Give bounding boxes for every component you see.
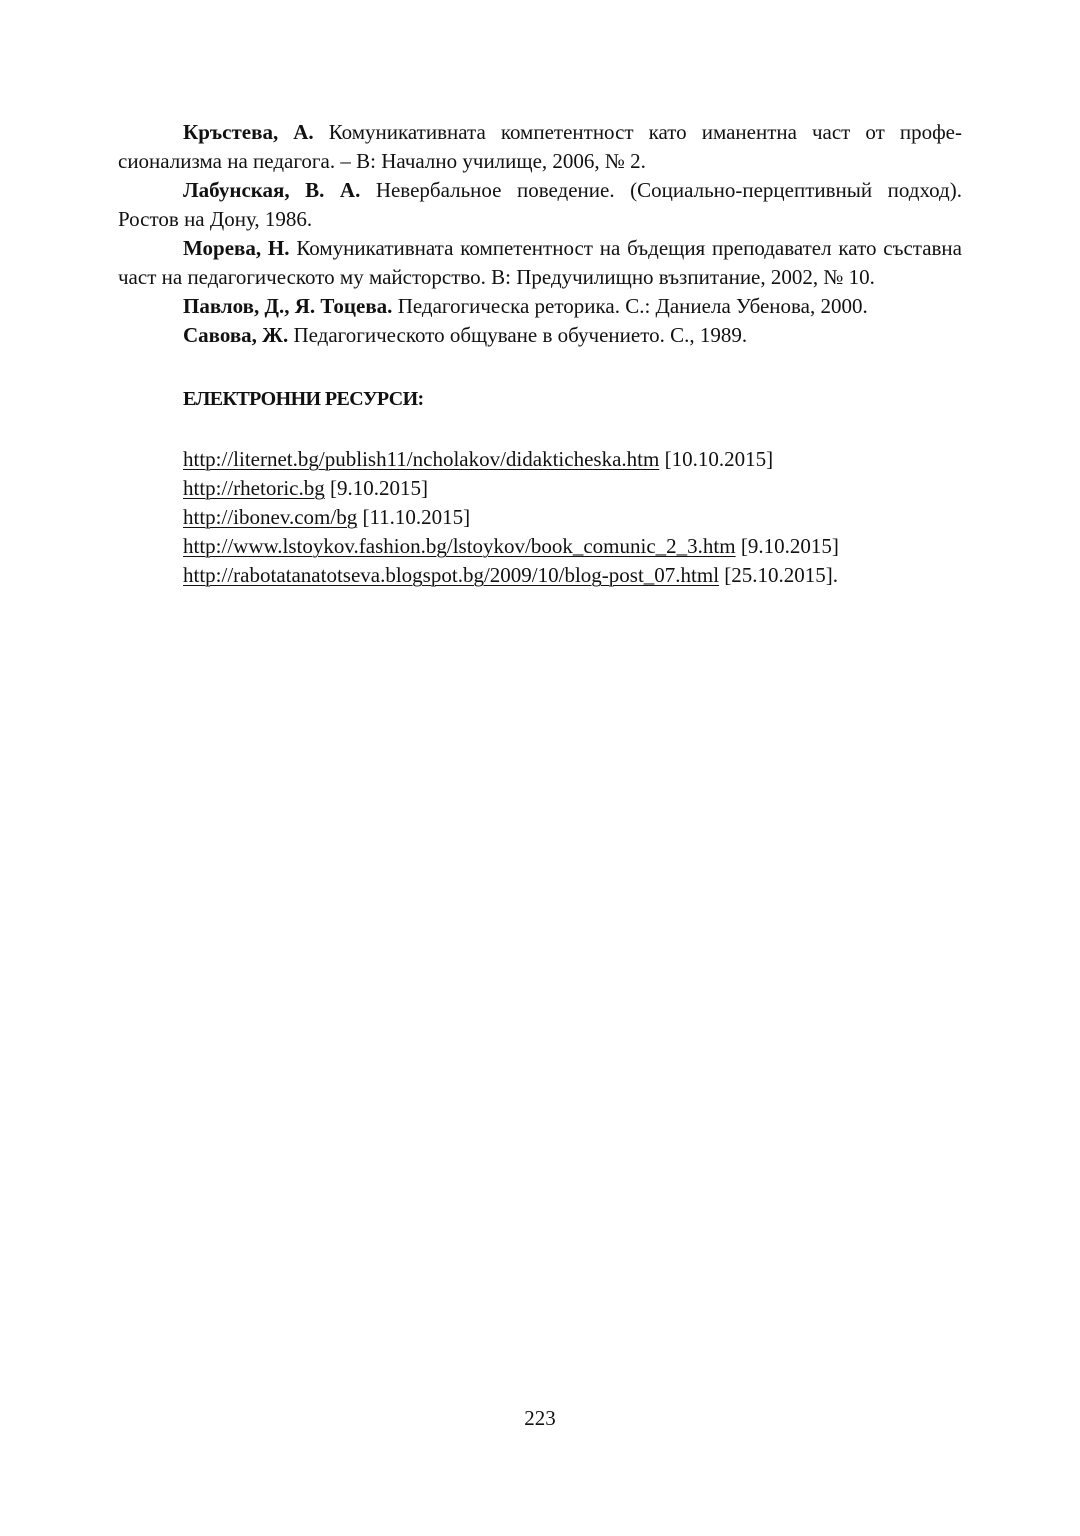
reference-author: Лабунская, В. А. [183, 178, 361, 202]
resource-entry [183, 561, 962, 590]
resource-entry [183, 503, 962, 532]
resource-link[interactable]: http://www.lstoykov.fashion.bg/lstoykov/book_comunic_2_3.htm [183, 534, 736, 558]
resource-date: [25.10.2015]. [719, 563, 839, 587]
resource-date: [10.10.2015] [659, 447, 774, 471]
resource-date: [9.10.2015] [735, 534, 839, 558]
reference-entry [118, 292, 962, 321]
reference-text: Невербальное поведение. (Социально-перцептивный подход). Ростов на Дону, 1986. [118, 178, 962, 231]
reference-author: Савова, Ж. [183, 323, 289, 347]
resource-link[interactable]: http://ibonev.com/bg [183, 505, 358, 529]
resource-link[interactable]: http://rhetoric.bg [183, 476, 325, 500]
section-heading: ЕЛЕКТРОННИ РЕСУРСИ: [183, 388, 424, 410]
reference-entry [118, 234, 962, 292]
resource-entry [183, 445, 962, 474]
reference-text: Комуникативната компетентност на бъдещия преподавател като съставна част на педагогическото му майсторство. В: Предучилищно възпитание, 2002, № 10. [118, 236, 962, 289]
resource-entry [183, 474, 962, 503]
resource-link[interactable]: http://rabotatanatotseva.blogspot.bg/2009/10/blog-post_07.html [183, 563, 720, 587]
electronic-resources-list [118, 445, 962, 590]
resource-entry [183, 532, 962, 561]
reference-author: Морева, Н. [183, 236, 290, 260]
reference-text: Педагогическа реторика. С.: Даниела Убенова, 2000. [392, 294, 868, 318]
reference-entry [118, 321, 962, 350]
resource-date: [9.10.2015] [324, 476, 428, 500]
resource-link[interactable]: http://liternet.bg/publish11/ncholakov/didakticheska.htm [183, 447, 660, 471]
reference-text: Педагогическото общуване в обучението. С., 1989. [288, 323, 748, 347]
resource-date: [11.10.2015] [357, 505, 471, 529]
bibliography [118, 118, 962, 590]
reference-entry [118, 176, 962, 234]
reference-entry [118, 118, 962, 176]
reference-text: Комуникативната компетентност като иманентна част от профе-сионализма на педагога. – В: Начално училище, 2006, № 2. [118, 120, 962, 173]
reference-author: Павлов, Д., Я. Тоцева. [183, 294, 393, 318]
reference-author: Кръстева, А. [183, 120, 314, 144]
page-number: 223 [524, 1406, 556, 1430]
